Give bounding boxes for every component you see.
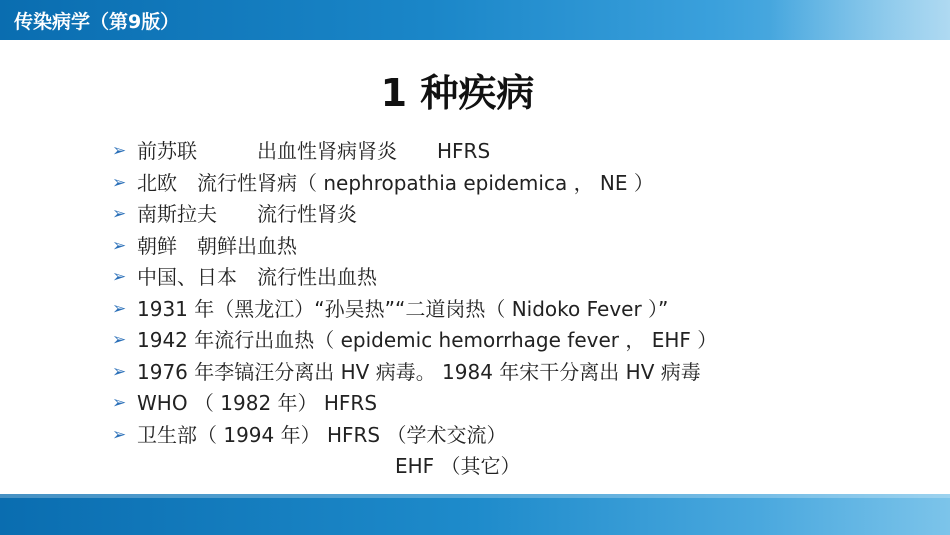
arrow-bullet-icon: ➢ bbox=[112, 330, 127, 350]
list-item-text: 前苏联 出血性肾病肾炎 HFRS bbox=[137, 139, 491, 163]
arrow-bullet-icon: ➢ bbox=[112, 361, 127, 382]
list-item bbox=[112, 420, 717, 452]
arrow-bullet-icon: ➢ bbox=[112, 235, 127, 256]
list-item bbox=[112, 325, 717, 357]
list-item bbox=[112, 231, 717, 263]
footer-bar bbox=[0, 494, 950, 535]
header-bar bbox=[0, 0, 950, 40]
list-item bbox=[112, 168, 717, 200]
arrow-bullet-icon: ➢ bbox=[112, 204, 127, 224]
book-title: 传染病学（第9版） bbox=[14, 11, 180, 33]
list-item bbox=[112, 262, 717, 294]
list-item bbox=[112, 294, 717, 326]
bullet-list bbox=[112, 136, 717, 451]
list-item-text: 1942 年流行出血热（ epidemic hemorrhage fever ， EHF ） bbox=[137, 328, 718, 352]
list-item-text: 卫生部（ 1994 年） HFRS （学术交流） bbox=[137, 422, 507, 447]
list-item bbox=[112, 199, 717, 231]
list-item-text: 中国、日本 流行性出血热 bbox=[137, 265, 377, 289]
list-item-text: WHO （ 1982 年） HFRS bbox=[137, 391, 378, 415]
slide-title: 1 种疾病 bbox=[380, 71, 535, 115]
arrow-bullet-icon: ➢ bbox=[112, 393, 127, 413]
arrow-bullet-icon: ➢ bbox=[112, 141, 127, 161]
list-item bbox=[112, 388, 717, 420]
list-item bbox=[112, 136, 717, 168]
arrow-bullet-icon: ➢ bbox=[112, 298, 127, 319]
list-item bbox=[112, 357, 717, 389]
list-item-text: 1931 年（黑龙江）“孙吴热”“二道岗热（ Nidoko Fever ）” bbox=[137, 296, 669, 321]
list-item-text: 北欧 流行性肾病（ nephropathia epidemica ， NE ） bbox=[137, 170, 654, 195]
list-item-text: 1976 年李镐汪分离出 HV 病毒。 1984 年宋干分离出 HV 病毒 bbox=[137, 359, 701, 384]
continuation-line: EHF （其它） bbox=[395, 454, 521, 478]
arrow-bullet-icon: ➢ bbox=[112, 267, 127, 287]
list-item-text: 朝鲜 朝鲜出血热 bbox=[137, 233, 297, 258]
arrow-bullet-icon: ➢ bbox=[112, 172, 127, 193]
list-item-text: 南斯拉夫 流行性肾炎 bbox=[137, 202, 357, 226]
arrow-bullet-icon: ➢ bbox=[112, 424, 127, 445]
